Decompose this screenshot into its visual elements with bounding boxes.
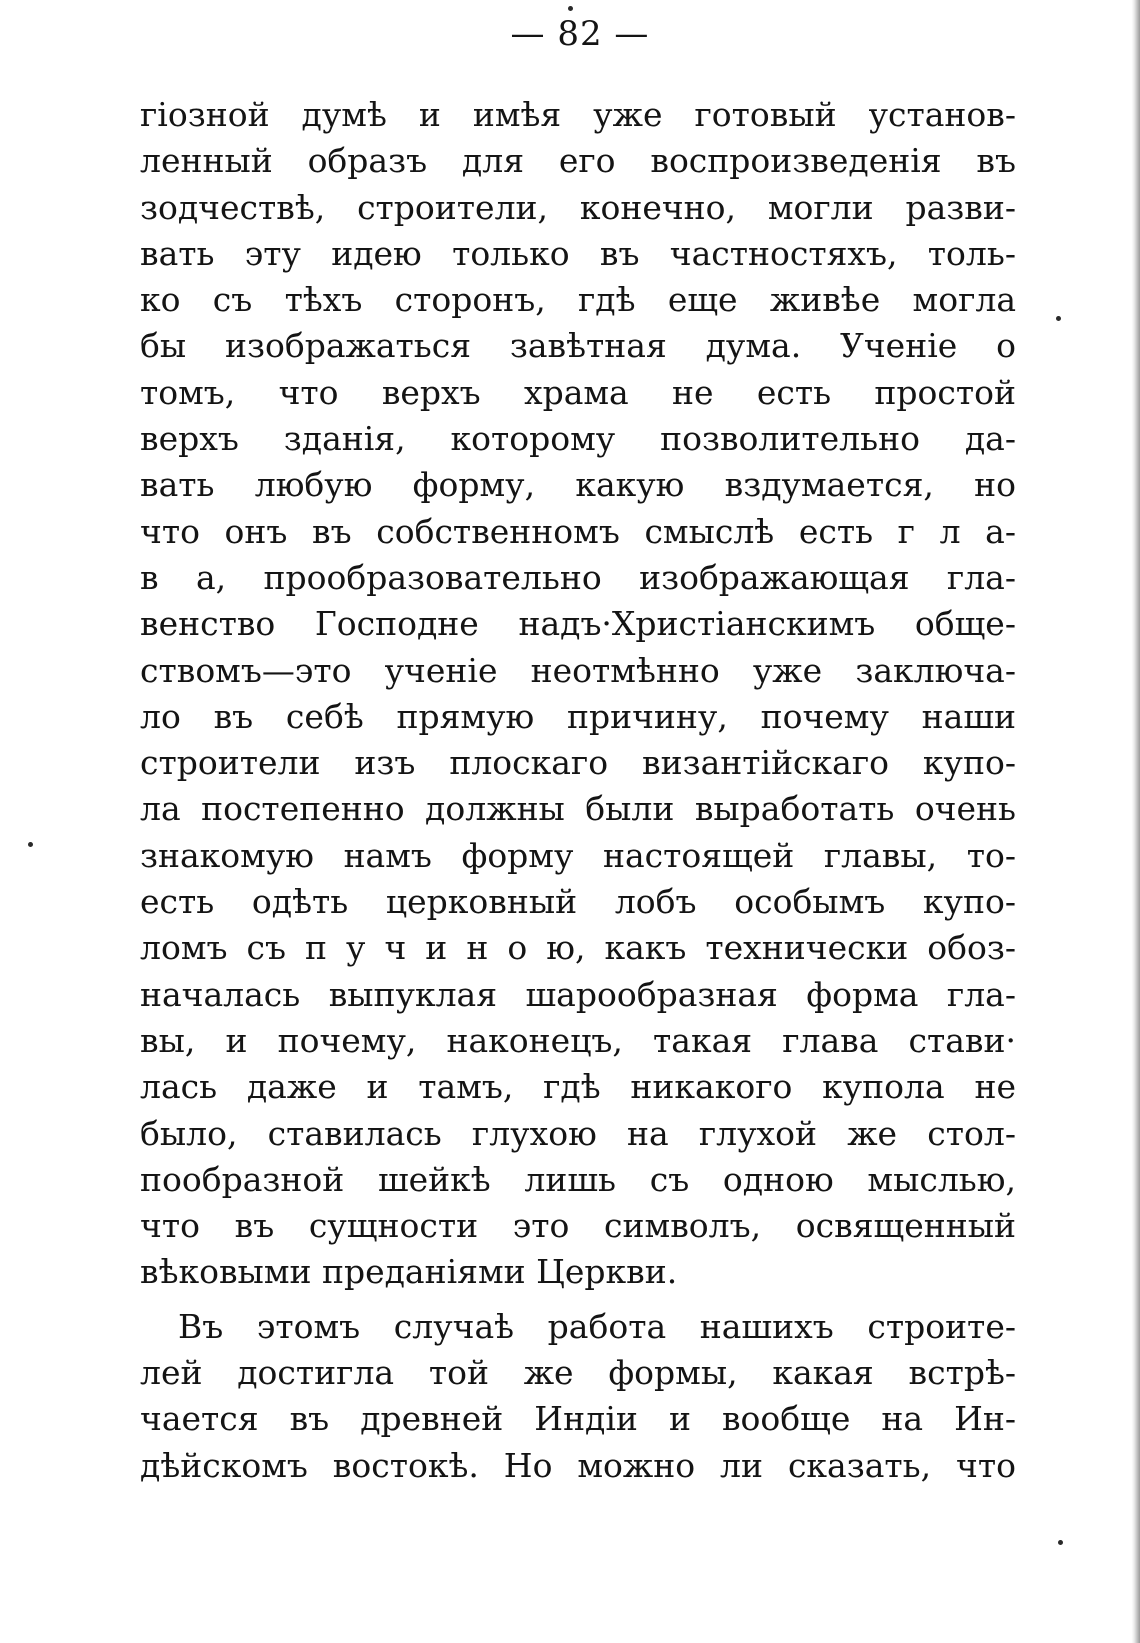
print-speck [1058, 1540, 1063, 1545]
text-line: было, ставилась глухою на глухой же стол- [140, 1113, 1016, 1153]
text-line: ла постепенно должны были выработать очень [140, 789, 1016, 829]
text-line: зодчествѣ, строители, конечно, могли разви- [140, 187, 1016, 227]
text-line: вать любую форму, какую вздумается, но [140, 465, 1016, 505]
text-line: ствомъ—это ученіе неотмѣнно уже заключа- [140, 650, 1016, 690]
text-line: лась даже и тамъ, гдѣ никакого купола не [140, 1067, 1016, 1107]
text-line: строители изъ плоскаго византійскаго купо- [140, 743, 1016, 783]
text-line: вать эту идею только въ частностяхъ, толь- [140, 233, 1016, 273]
text-line: пообразной шейкѣ лишь съ одною мыслью, [140, 1159, 1016, 1199]
text-line: что онъ въ собственномъ смыслѣ есть г л а- [140, 511, 1016, 551]
text-line: ло въ себѣ прямую причину, почему наши [140, 696, 1016, 736]
text-line: началась выпуклая шарообразная форма гла- [140, 974, 1016, 1014]
text-line: гіозной думѣ и имѣя уже готовый установ- [140, 95, 1016, 134]
text-line: томъ, что верхъ храма не есть простой [140, 372, 1016, 412]
paragraph-2 [140, 1304, 1016, 1489]
binding-edge-shadow [1126, 0, 1140, 1643]
text-line: есть одѣть церковный лобъ особымъ купо- [140, 882, 1016, 922]
page-number: — 82 — [510, 14, 650, 54]
text-line: ленный образъ для его воспроизведенія въ [140, 141, 1016, 181]
text-line: дѣйскомъ востокѣ. Но можно ли сказать, что [140, 1445, 1016, 1485]
text-line: что въ сущности это символъ, освященный [140, 1206, 1016, 1246]
text-line: ко съ тѣхъ сторонъ, гдѣ еще живѣе могла [140, 280, 1016, 320]
text-line: вы, и почему, наконецъ, такая глава стави· [140, 1020, 1016, 1060]
text-line: вѣковыми преданіями Церкви. [140, 1252, 678, 1292]
print-speck [568, 6, 573, 11]
text-line: ломъ съ п у ч и н о ю, какъ технически обоз- [140, 928, 1016, 968]
text-line: лей достигла той же формы, какая встрѣ- [140, 1353, 1016, 1393]
text-line: верхъ зданія, которому позволительно да- [140, 419, 1016, 459]
paragraph-1 [140, 92, 1016, 1296]
body-text [140, 92, 1016, 1489]
paragraph-gap [140, 1296, 1016, 1304]
text-line: в а, прообразовательно изображающая гла- [140, 557, 1016, 597]
text-line: венство Господне надъ·Христіанскимъ обще- [140, 604, 1016, 644]
text-line: чается въ древней Индіи и вообще на Ин- [140, 1399, 1016, 1439]
print-speck [28, 842, 33, 847]
text-line: знакомую намъ форму настоящей главы, то- [140, 835, 1016, 875]
print-speck [1056, 316, 1061, 321]
text-line: бы изображаться завѣтная дума. Ученіе о [140, 326, 1016, 366]
text-line: Въ этомъ случаѣ работа нашихъ строите- [178, 1306, 1016, 1346]
